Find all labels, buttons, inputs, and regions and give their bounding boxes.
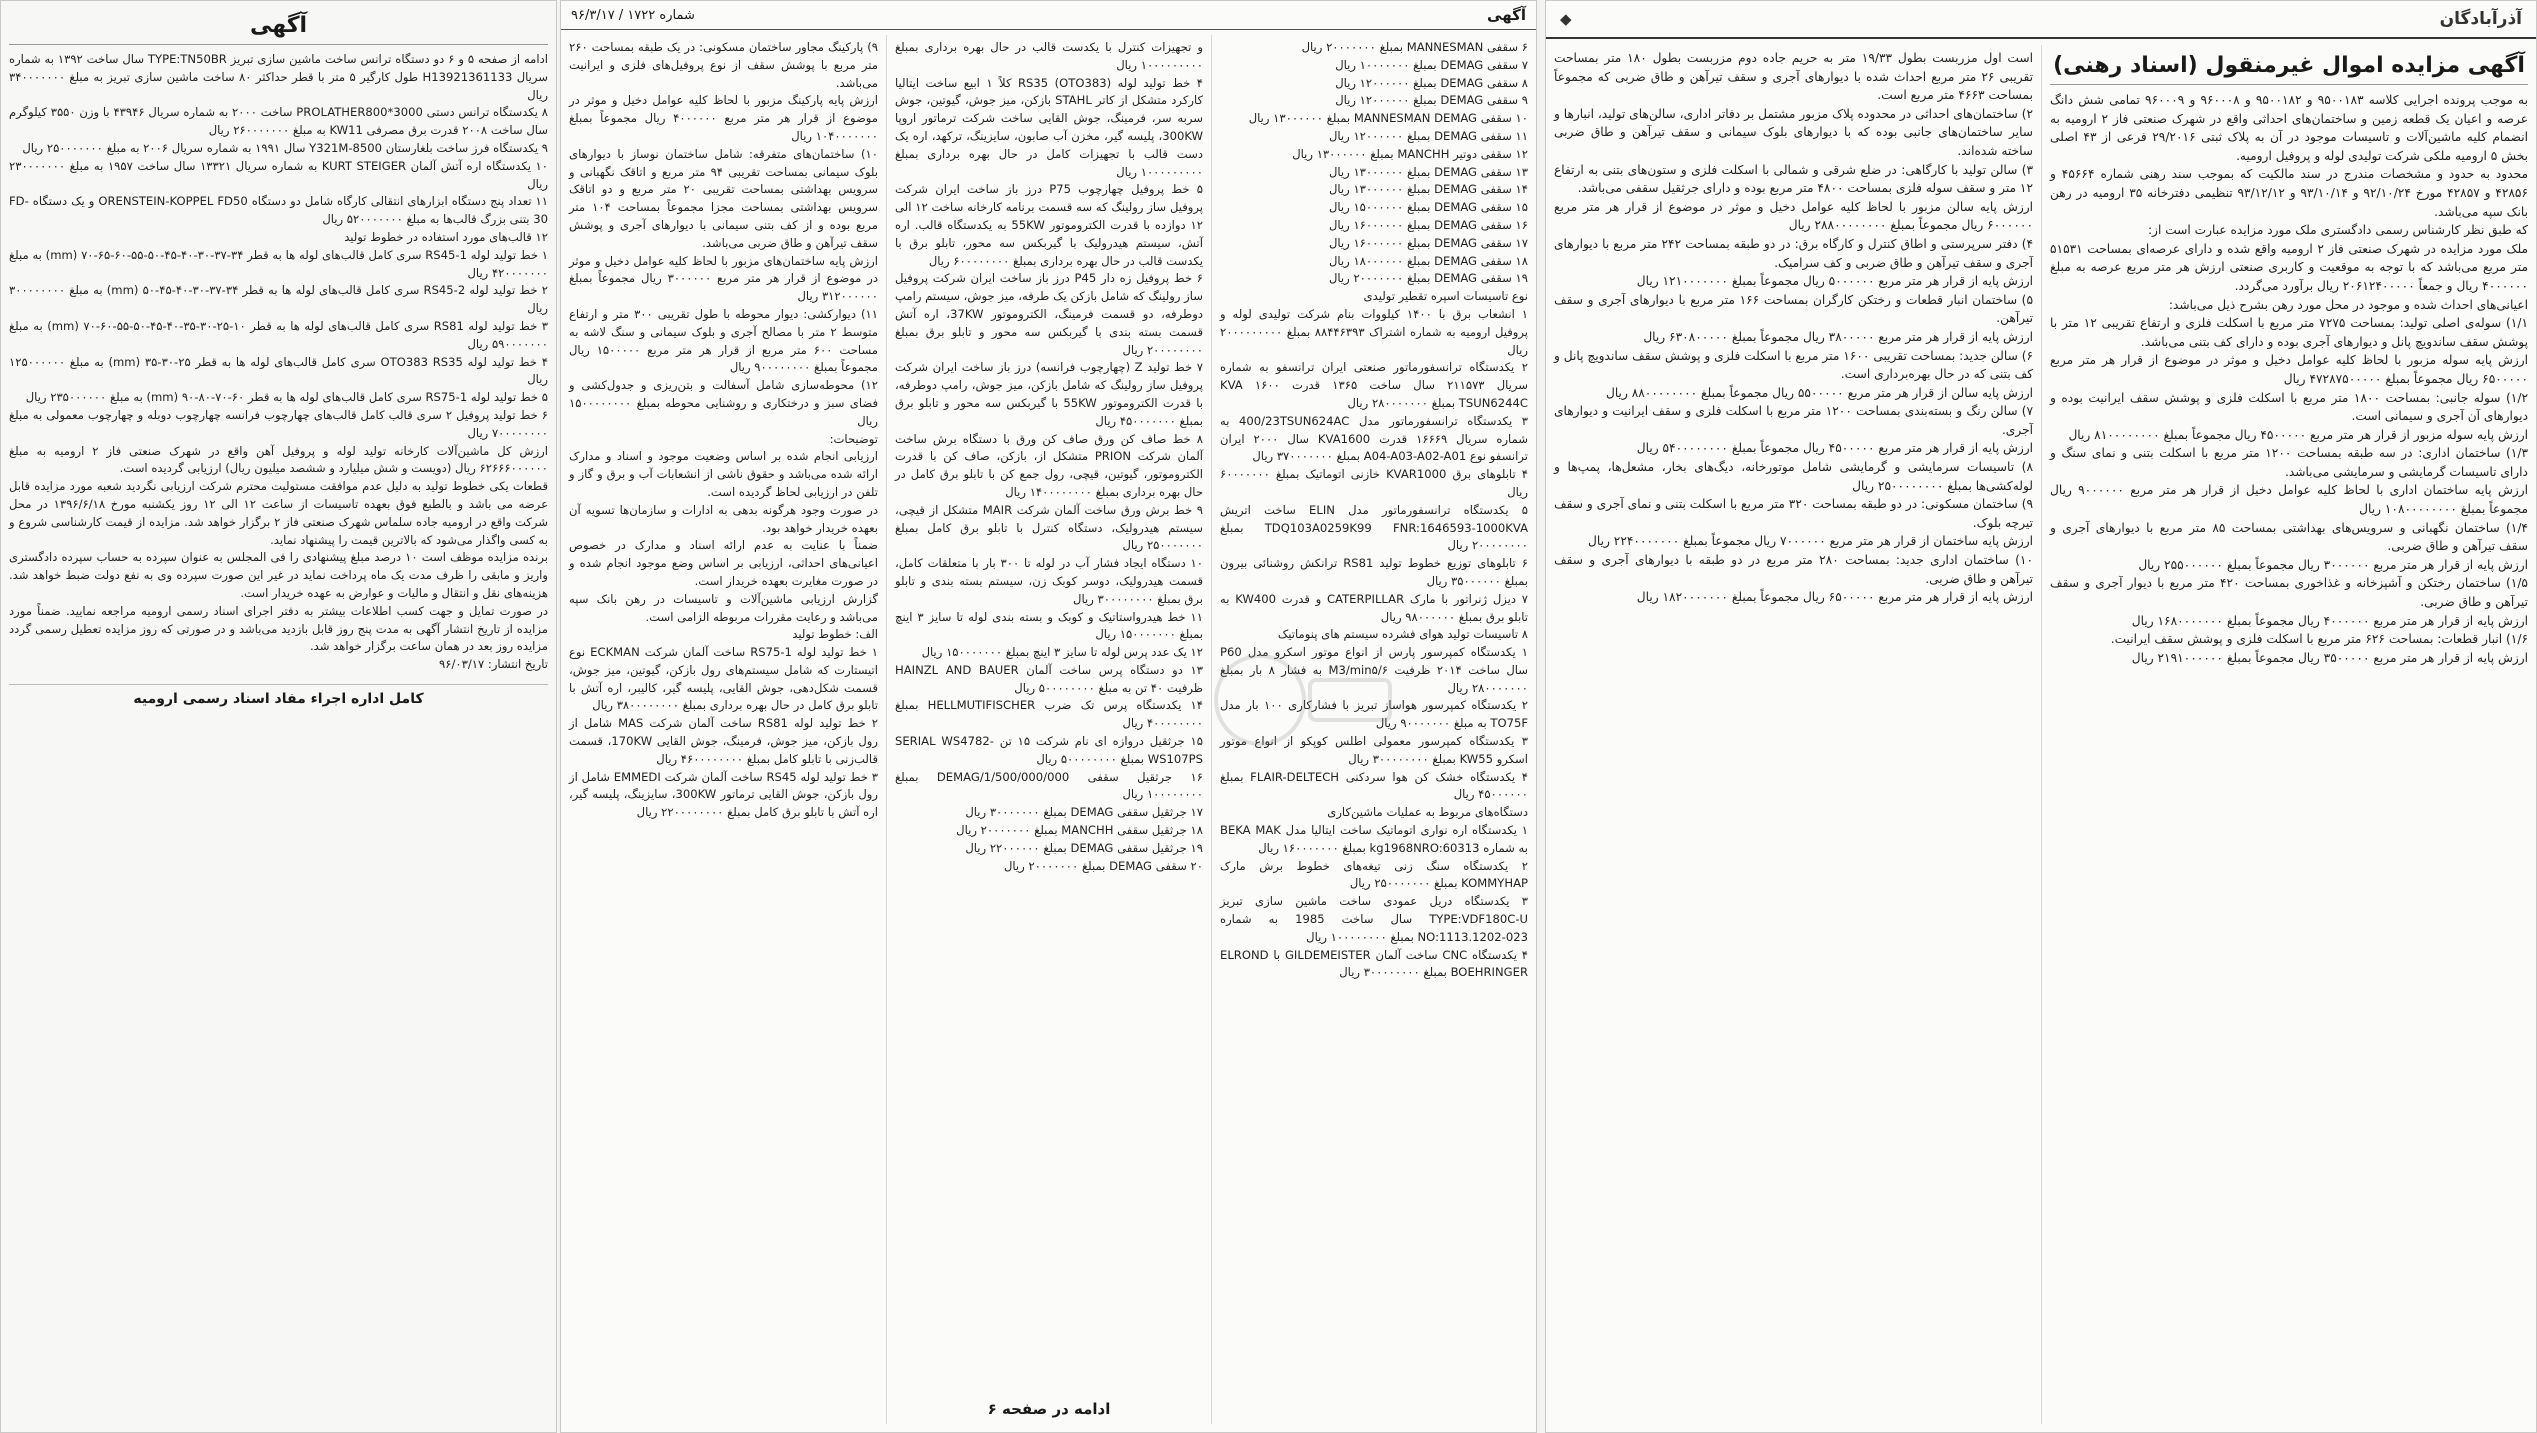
left-page-title: آگهی bbox=[9, 9, 548, 45]
notice-paragraph: ۱۱ خط هیدرواستاتیک و کوبک و بسته بندی لوله تا سایز ۳ اینچ بمبلغ ۱۵۰۰۰۰۰۰۰ ریال bbox=[895, 609, 1203, 642]
notice-paragraph: ۲) ساختمان‌های احداثی در محدوده پلاک مزبور مشتمل بر دفاتر اداری، سالن‌های تولید، انبارها و سایر ساختمان‌های جانبی بوده که با دیوارهای بلوک سیمانی و سقف تیرآهن و طاق ضربی ساخته شده‌اند. bbox=[1554, 106, 2033, 158]
notice-paragraph: ۱۲ سقفی دوتیر MANCHH بمبلغ ۱۳۰۰۰۰۰۰ ریال bbox=[1292, 146, 1528, 161]
left-page bbox=[0, 0, 557, 1433]
notice-paragraph: ۵ یکدستگاه ترانسفورماتور مدل ELIN ساخت اتریش TDQ103A0259K99 FNR:1646593-1000KVA بمبلغ ۲۰۰۰۰۰۰۰۰ ریال bbox=[1220, 502, 1529, 553]
notice-paragraph: ۱۵ جرثقیل دروازه ای نام شرکت ۱۵ تن SERIAL WS4782-WS107PS بمبلغ ۵۰۰۰۰۰۰۰۰ ریال bbox=[895, 734, 1203, 766]
notice-paragraph: و تجهیزات کنترل با یکدست قالب در حال بهره برداری بمبلغ ۱۰۰۰۰۰۰۰۰۰ ریال bbox=[895, 40, 1203, 72]
notice-paragraph: برنده مزایده موظف است ۱۰ درصد مبلغ پیشنهادی را فی المجلس به عنوان سپرده به حساب سپرده دادگستری واریز و مابقی را ظرف مدت یک ماه پرداخت نماید در غیر این صورت سپرده وی به نفع دولت ضبط خواهد شد. هزینه‌های نقل و انتقال و مالیات و عوارض به عهده خریدار است. bbox=[9, 550, 548, 600]
notice-paragraph: ۲ یکدستگاه ترانسفورماتور صنعتی ایران ترانسفو به شماره سریال ۲۱۱۵۷۳ سال ساخت ۱۳۶۵ قدرت KVA ۱۶۰۰ TSUN6244C بمبلغ ۲۸۰۰۰۰۰۰۰ ریال bbox=[1220, 360, 1528, 410]
middle-column-2 bbox=[886, 35, 1211, 1424]
notice-paragraph: ۸ یکدستگاه ترانس دستی PROLATHER800*3000 ساخت ۲۰۰۰ به شماره سریال ۴۳۹۴۶ با وزن ۳۵۵۰ کیلوگرم سال ساخت ۲۰۰۸ قدرت برق مصرفی KW11 به مبلغ ۲۶۰۰۰۰۰۰۰ ریال bbox=[9, 105, 548, 138]
notice-paragraph: در صورت وجود هرگونه بدهی به ادارات و سازمان‌ها تسویه آن بعهده خریدار خواهد بود. bbox=[569, 502, 878, 535]
notice-paragraph: ۳ یکدستگاه ترانسفورماتور مدل 400/23TSUN624AC به شماره سریال ۱۶۶۶۹ قدرت KVA1600 سال ۲۰۰۰ ایران ترانسفو نوع A04-A03-A02-A01 بمبلغ ۳۷۰۰۰۰۰۰۰ ریال bbox=[1220, 413, 1529, 464]
right-page-title: آگهی مزایده اموال غیرمنقول (اسناد رهنی) bbox=[2050, 49, 2528, 85]
notice-paragraph: ارزش پایه سالن از قرار هر متر مربع ۵۵۰۰۰۰۰ ریال مجموعاً بمبلغ ۸۸۰۰۰۰۰۰۰۰ ریال bbox=[1605, 385, 2033, 400]
middle-column-1 bbox=[1211, 35, 1536, 1424]
notice-paragraph: ۱ یکدستگاه کمپرسور پارس از انواع موتور اسکرو مدل P60 سال ساخت ۲۰۱۴ ظرفیت M3/min۵/۶ به فشار ۸ بار بمبلغ ۲۸۰۰۰۰۰۰۰ ریال bbox=[1220, 645, 1529, 695]
notice-paragraph: ارزش پایه از قرار هر متر مربع ۳۸۰۰۰۰۰ ریال مجموعاً بمبلغ ۶۳۰۸۰۰۰۰۰ ریال bbox=[1643, 329, 2033, 344]
notice-paragraph: به موجب پرونده اجرایی کلاسه ۹۵۰۰۱۸۳ و ۹۵۰۰۱۸۲ و ۹۶۰۰۰۸ و ۹۶۰۰۰۹ تمامی شش دانگ عرصه و اعیان یک قطعه زمین و ساختمان‌های احداثی واقع در شهرک صنعتی فاز ۲ ارومیه به انضمام کلیه ماشین‌آلات و تاسیسات موجود در آن به پلاک ثبتی ۲۹/۲۰۱۶ فرعی از ۴۳ اصلی بخش ۵ ارومیه ملکی شرکت تولیدی لوله و پروفیل ارومیه. bbox=[2050, 93, 2528, 163]
middle-column-3-body bbox=[569, 39, 878, 822]
notice-paragraph: ۷) سالن رنگ و بسته‌بندی بمساحت ۱۲۰۰ متر مربع با اسکلت فلزی و سقف ایرانیت و دیوارهای آجری. bbox=[1554, 404, 2033, 437]
notice-paragraph: ۱۷ سقفی DEMAG بمبلغ ۱۶۰۰۰۰۰۰ ریال bbox=[1328, 235, 1528, 250]
notice-paragraph: نوع تاسیسات اسپره تقطیر تولیدی bbox=[1363, 289, 1528, 304]
notice-paragraph: ارزش پایه سوله مزبور با لحاظ کلیه عوامل دخیل و موثر در موضوع از قرار هر متر مربع ۶۵۰۰۰۰۰ ریال مجموعاً بمبلغ ۴۷۲۸۷۵۰۰۰۰۰ ریال bbox=[2050, 353, 2528, 386]
notice-paragraph: ۱۹ سقفی DEMAG بمبلغ ۲۰۰۰۰۰۰۰ ریال bbox=[1328, 271, 1528, 286]
notice-paragraph: ۱/۳) ساختمان اداری: در سه طبقه بمساحت ۱۲۰۰ متر مربع با اسکلت بتنی و نمای سنگ و دارای تاسیسات گرمایشی و سرمایشی می‌باشد. bbox=[2050, 446, 2528, 479]
notice-paragraph: ۴ خط تولید لوله RS35 (OTO383) کلاً ۱ ابیع ساخت ایتالیا کارکرد متشکل از کاتر STAHL بازکن، میز جوش، گیوتین، جوش سربه سر، فرمینگ، جوش القایی ساخت شرکت ترماتور اروپا 300KW، پلیسه گیر، مخزن آب صابون، سایزینگ، ترکهد، اره یک دست قالب با تجهیزات کامل در حال بهره برداری بمبلغ ۱۰۰۰۰۰۰۰۰۰ ریال bbox=[895, 75, 1203, 179]
notice-paragraph: الف: خطوط تولید bbox=[792, 627, 878, 642]
notice-paragraph: ۲ خط تولید لوله RS45-2 سری کامل قالب‌های لوله ها به قطر ۳۴-۳۷-۳۰-۴۰-۴۵-۵۰ (mm) به مبلغ ۳۰۰۰۰۰۰۰۰ ریال bbox=[9, 283, 548, 316]
middle-column-1-body bbox=[1220, 39, 1528, 982]
notice-paragraph: ۳ خط تولید لوله RS45 ساخت آلمان شرکت EMMEDI شامل از رول بازکن، جوش القایی ترماتور 300KW، سایزینگ، پلیسه گیر، اره آتش با تابلو برق کامل بمبلغ ۲۲۰۰۰۰۰۰۰۰ ریال bbox=[569, 769, 878, 820]
notice-paragraph: ارزش پایه سوله مزبور از قرار هر متر مربع ۴۵۰۰۰۰۰ ریال مجموعاً بمبلغ ۸۱۰۰۰۰۰۰۰۰ ریال bbox=[2068, 427, 2528, 442]
notice-paragraph: محدود به حدود و مشخصات مندرج در سند مالکیت که بموجب سند رهنی شماره ۴۵۶۶۴ و ۴۲۸۵۶ و ۴۲۸۵۷ مورخ ۹۲/۱۰/۲۴ و ۹۳/۱۰/۱۴ و ۹۳/۱۲/۱۲ تنظیمی دفترخانه ۳۵ ارومیه در رهن بانک سپه می‌باشد. bbox=[2050, 167, 2529, 219]
notice-paragraph: ۴ تابلوهای برق KVAR1000 خازنی اتوماتیک بمبلغ ۶۰۰۰۰۰۰۰ ریال bbox=[1220, 467, 1528, 499]
notice-paragraph: ارزش کل ماشین‌آلات کارخانه تولید لوله و پروفیل آهن واقع در شهرک صنعتی فاز ۲ ارومیه به مبلغ ۶۲۶۶۶۰۰۰۰۰۰ ریال (دویست و شش میلیارد و ششصد میلیون ریال) ارزیابی گردیده است. bbox=[9, 443, 549, 476]
notice-paragraph: ۱۱ تعداد پنج دستگاه ابزارهای انتقالی کارگاه شامل دو دستگاه ORENSTEIN-KOPPEL FD50 و یک دستگاه FD-30 بتنی بزرگ قالب‌ها به مبلغ ۵۲۰۰۰۰۰۰۰ ریال bbox=[9, 194, 548, 227]
newspaper-brand: آذرآبادگان bbox=[2439, 9, 2522, 29]
notice-paragraph: ۱۰ دستگاه ایجاد فشار آب در لوله تا ۳۰۰ بار با متعلقات کامل، قسمت هیدرولیک، دوسر کوبک زن، سیستم بسته بندی و تابلو برق بمبلغ ۳۰۰۰۰۰۰۰۰ ریال bbox=[895, 556, 1203, 606]
right-page bbox=[1545, 0, 2537, 1433]
notice-paragraph: ۱۸ جرثقیل سقفی MANCHH بمبلغ ۲۰۰۰۰۰۰۰ ریال bbox=[956, 823, 1203, 838]
notice-paragraph: ۱ یکدستگاه اره نواری اتوماتیک ساخت ایتالیا مدل BEKA MAK به شماره kg1968NRO:60313 بمبلغ ۱۶۰۰۰۰۰۰۰ ریال bbox=[1220, 823, 1528, 855]
notice-paragraph: ۱/۴) ساختمان نگهبانی و سرویس‌های بهداشتی بمساحت ۸۵ متر مربع با دیوارهای آجری و سقف تیرآهن و طاق ضربی. bbox=[2050, 520, 2528, 554]
middle-page-header bbox=[561, 1, 1536, 30]
notice-paragraph: ضمناً با عنایت به عدم ارائه اسناد و مدارک در خصوص اعیانی‌های احداثی، ارزیابی بر اساس وضع موجود انجام شده و در صورت مغایرت بعهده خریدار است. bbox=[569, 538, 878, 588]
notice-paragraph: ارزش پایه ساختمان از قرار هر متر مربع ۷۰۰۰۰۰۰ ریال مجموعاً بمبلغ ۲۲۴۰۰۰۰۰۰۰ ریال bbox=[1588, 534, 2033, 549]
notice-paragraph: ارزش پایه پارکینگ مزبور با لحاظ کلیه عوامل دخیل و موثر در موضوع از قرار هر متر مربع ۴۰۰۰۰۰۰ ریال مجموعاً بمبلغ ۱۰۴۰۰۰۰۰۰۰ ریال bbox=[569, 93, 878, 143]
notice-paragraph: ۱۹ جرثقیل سقفی DEMAG بمبلغ ۲۲۰۰۰۰۰۰ ریال bbox=[965, 840, 1203, 855]
notice-paragraph: ۱ خط تولید لوله RS45-1 سری کامل قالب‌های لوله ها به قطر ۳۴-۳۷-۳۰-۴۰-۴۵-۵۰-۵۵-۶۰-۶۵-۷۰ (mm) به مبلغ ۴۲۰۰۰۰۰۰۰ ریال bbox=[9, 247, 548, 280]
notice-paragraph: ۶ سقفی MANNESMAN بمبلغ ۲۰۰۰۰۰۰۰ ریال bbox=[1301, 40, 1528, 54]
notice-paragraph: ارزش پایه از قرار هر متر مربع ۳۰۰۰۰۰۰ ریال مجموعاً بمبلغ ۲۵۵۰۰۰۰۰۰ ریال bbox=[2138, 557, 2528, 572]
notice-paragraph: ۷ سقفی DEMAG بمبلغ ۱۰۰۰۰۰۰۰ ریال bbox=[1335, 57, 1528, 72]
notice-paragraph: در صورت تمایل و جهت کسب اطلاعات بیشتر به دفتر اجرای اسناد رسمی ارومیه مراجعه نمایید. ضمناً مورد مزایده از تاریخ انتشار آگهی به مدت پنج روز قابل بازدید می‌باشد و در صورتی که روز مزایده تعطیل رسمی گردد مزایده روز بعد در همان ساعت برگزار خواهد شد. bbox=[9, 603, 548, 654]
middle-page-title: آگهی bbox=[1487, 6, 1526, 24]
notice-paragraph: ۱۰ یکدستگاه اره آتش آلمان KURT STEIGER به شماره سریال ۱۳۳۲۱ سال ساخت ۱۹۵۷ به مبلغ ۲۳۰۰۰۰۰۰۰ ریال bbox=[9, 158, 548, 191]
notice-paragraph: ملک مورد مزایده در شهرک صنعتی فاز ۲ ارومیه واقع شده و دارای عرصه‌ای بمساحت ۵۱۵۳۱ متر مربع می‌باشد که با توجه به موقعیت و کاربری صنعتی ارزش هر متر مربع عرصه به مبلغ ۴۰۰۰۰۰۰ ریال و جمعاً ۲۰۶۱۲۴۰۰۰۰۰ ریال برآورد می‌گردد. bbox=[2050, 241, 2529, 293]
notice-paragraph: ۱۸ سقفی DEMAG بمبلغ ۱۸۰۰۰۰۰۰ ریال bbox=[1328, 253, 1528, 268]
notice-paragraph: ۴) دفتر سرپرستی و اطاق کنترل و کارگاه برق: در دو طبقه بمساحت ۲۴۲ متر مربع با دیوارهای آجری و سقف تیرآهن و طاق ضربی و کف سرامیک. bbox=[1554, 236, 2033, 270]
continued-note: ادامه در صفحه ۶ bbox=[987, 1400, 1111, 1418]
notice-paragraph: ۹ سقفی DEMAG بمبلغ ۱۲۰۰۰۰۰۰ ریال bbox=[1335, 93, 1528, 108]
notice-paragraph: ۱۳ سقفی DEMAG بمبلغ ۱۳۰۰۰۰۰۰ ریال bbox=[1328, 164, 1528, 179]
notice-paragraph: ارزش پایه سالن مزبور با لحاظ کلیه عوامل دخیل و موثر در موضوع از قرار هر متر مربع ۶۰۰۰۰۰۰ ریال مجموعاً بمبلغ ۲۸۸۰۰۰۰۰۰۰۰ ریال bbox=[1554, 199, 2033, 233]
notice-paragraph: ۱۴ سقفی DEMAG بمبلغ ۱۳۰۰۰۰۰۰ ریال bbox=[1328, 182, 1528, 197]
notice-paragraph: ارزش پایه از قرار هر متر مربع ۴۵۰۰۰۰۰ ریال مجموعاً بمبلغ ۵۴۰۰۰۰۰۰۰۰ ریال bbox=[1636, 441, 2033, 456]
notice-paragraph: اعیانی‌های احداث شده و موجود در محل مورد رهن بشرح ذیل می‌باشد: bbox=[2168, 297, 2528, 312]
notice-paragraph: ۳ خط تولید لوله RS81 سری کامل قالب‌های لوله ها به قطر ۱۰-۲۵-۳۰-۳۵-۴۰-۴۵-۵۰-۵۵-۶۰-۷۰ (mm) به مبلغ ۵۹۰۰۰۰۰۰۰ ریال bbox=[9, 318, 548, 351]
notice-paragraph: ۸ تاسیسات تولید هوای فشرده سیستم های پنوماتیک bbox=[1277, 627, 1528, 642]
notice-paragraph: ۱۴ یکدستگاه پرس تک ضرب HELLMUTIFISCHER بمبلغ ۴۰۰۰۰۰۰۰۰ ریال bbox=[895, 698, 1203, 731]
notice-paragraph: ۱۰ سقفی MANNESMAN DEMAG بمبلغ ۱۳۰۰۰۰۰۰ ریال bbox=[1248, 111, 1528, 126]
notice-paragraph: ارزش پایه از قرار هر متر مربع ۵۰۰۰۰۰۰ ریال مجموعاً بمبلغ ۱۲۱۰۰۰۰۰۰۰ ریال bbox=[1636, 274, 2033, 289]
notice-paragraph: ۱۳ دو دستگاه پرس ساخت آلمان HAINZL AND BAUER ظرفیت ۴۰ تن به مبلغ ۵۰۰۰۰۰۰۰۰ ریال bbox=[895, 662, 1204, 695]
notice-paragraph: تاریخ انتشار: ۹۶/۰۳/۱۷ bbox=[439, 657, 548, 672]
notice-paragraph: ۴ یکدستگاه CNC ساخت آلمان GILDEMEISTER با ELROND BOEHRINGER بمبلغ ۳۰۰۰۰۰۰۰۰ ریال bbox=[1220, 947, 1529, 980]
notice-paragraph: است اول مزربست بطول ۱۹/۳۳ متر به حریم جاده دوم مزربست بطول ۱۸۰ متر بمساحت تقریبی ۲۶ متر مربع احداث شده با دیوارهای آجری و سقف تیرآهن و طاق ضربی که مجموعاً بمساحت ۴۶۶۳ متر مربع است. bbox=[1554, 51, 2033, 103]
notice-paragraph: ۲ یکدستگاه کمپرسور هواساز تبریز با فشارکاری ۱۰۰ بار مدل TO75F به مبلغ ۹۰۰۰۰۰۰۰ ریال bbox=[1220, 698, 1528, 731]
right-page-strip bbox=[1546, 1, 2536, 39]
notice-paragraph: ۱۲ قالب‌های مورد استفاده در خطوط تولید bbox=[344, 229, 548, 244]
strip-rule-icon: ◆ bbox=[1560, 10, 1572, 28]
left-page-signature: کامل اداره اجراء مفاد اسناد رسمی ارومیه bbox=[9, 684, 548, 707]
notice-paragraph: ۹ یکدستگاه فرز ساخت بلغارستان Y321M-8500 سال ۱۹۹۱ به شماره سریال ۲۰۰۶ به مبلغ ۲۵۰۰۰۰۰۰۰ ریال bbox=[22, 140, 548, 155]
notice-paragraph: ادامه از صفحه ۵ و ۶ دو دستگاه ترانس ساخت ماشین سازی تبریز TYPE:TN50BR سال ساخت ۱۳۹۲ به شماره سریال H13921361133 طول کارگیر ۵ متر با قطر حداکثر ۸۰ ساخت ماشین سازی تبریز به مبلغ ۳۴۰۰۰۰۰۰۰ ریال bbox=[9, 52, 549, 102]
notice-paragraph: ۸ خط صاف کن ورق صاف کن ورق با دستگاه برش ساخت آلمان شرکت PRION متشکل از، بازکن، صاف کن با قدرت الکتروموتور، گیوتین، قیچی، رول جمع کن با تابلو برق کامل در حال بهره برداری بمبلغ ۱۴۰۰۰۰۰۰۰۰ ریال bbox=[895, 431, 1204, 499]
notice-paragraph: ۴ خط تولید لوله OTO383 RS35 سری کامل قالب‌های لوله ها به قطر ۲۵-۳۰-۳۵ (mm) به مبلغ ۱۲۵۰۰۰۰۰۰ ریال bbox=[9, 354, 548, 387]
left-page-body bbox=[9, 51, 548, 674]
notice-paragraph: ۶ خط پروفیل زه دار P45 درز باز ساخت ایران شرکت پروفیل ساز رولینگ که شامل بازکن یک طرفه، میز جوش، سیستم رامپ دوطرفه، دو قسمت فرمینگ، الکتروموتور 37KW، اره آتش قسمت بسته بندی با گیربکس سه محور و تابلو برق بمبلغ ۲۰۰۰۰۰۰۰۰ ریال bbox=[895, 271, 1203, 357]
notice-paragraph: ارزیابی انجام شده بر اساس وضعیت موجود و اسناد و مدارک ارائه شده می‌باشد و حقوق ناشی از انشعابات آب و برق و گاز و تلفن در ارزیابی لحاظ گردیده است. bbox=[569, 449, 878, 499]
notice-paragraph: ۸ سقفی DEMAG بمبلغ ۱۲۰۰۰۰۰۰ ریال bbox=[1335, 75, 1528, 90]
notice-paragraph: ۷ دیزل ژنراتور با مارک CATERPILLAR و قدرت KW400 به تابلو برق بمبلغ ۹۸۰۰۰۰۰۰ ریال bbox=[1220, 591, 1529, 624]
notice-paragraph: ۹) ساختمان مسکونی: در دو طبقه بمساحت ۳۲۰ متر مربع با اسکلت بتنی و نمای آجری و سقف تیرچه بلوک. bbox=[1553, 497, 2033, 530]
notice-paragraph: ارزش پایه از قرار هر متر مربع ۶۵۰۰۰۰۰ ریال مجموعاً بمبلغ ۱۸۲۰۰۰۰۰۰۰ ریال bbox=[1636, 590, 2033, 605]
right-column-1 bbox=[2041, 45, 2536, 1424]
notice-paragraph: ۱ انشعاب برق با ۱۴۰۰ کیلووات بنام شرکت تولیدی لوله و پروفیل ارومیه به شماره اشتراک ۸۸۴۴۶۳۹۳ بمبلغ ۲۰۰۰۰۰۰۰۰۰ ریال bbox=[1220, 306, 1529, 357]
notice-paragraph: ۹ خط برش ورق ساخت آلمان شرکت MAIR متشکل از قیچی، سیستم هیدرولیک، دستگاه کنترل با تابلو برق کامل بمبلغ ۲۵۰۰۰۰۰۰۰ ریال bbox=[895, 502, 1203, 553]
notice-paragraph: ۳) سالن تولید با کارگاهی: در ضلع شرقی و شمالی با اسکلت فلزی و ستون‌های بتنی به ارتفاع ۱۲ متر و سقف سوله فلزی بمساحت ۴۸۰۰ متر مربع بوده و دارای جرثقیل سقفی می‌باشد. bbox=[1554, 162, 2033, 196]
notice-paragraph: ۶ تابلوهای توزیع خطوط تولید RS81 ترانکش روشنائی بیرون بمبلغ ۳۵۰۰۰۰۰۰ ریال bbox=[1220, 556, 1528, 588]
notice-paragraph: که طبق نظر کارشناس رسمی دادگستری ملک مورد مزایده عبارت است از: bbox=[2147, 223, 2528, 238]
notice-paragraph: ۵ خط پروفیل چهارچوب P75 درز باز ساخت ایران شرکت پروفیل ساز رولینگ که سه قسمت برنامه کارخانه ساخت ۱۲ الی ۱۲ دوازده با قدرت الکتروموتور 55KW به یکدستگاه قالب. اره آتش، سیستم هیدرولیک با گیربکس سه محور، تابلو برق با یکدست قالب در حال بهره برداری بمبلغ ۶۰۰۰۰۰۰۰۰ ریال bbox=[895, 182, 1204, 268]
notice-paragraph: ۸) تاسیسات سرمایشی و گرمایشی شامل موتورخانه، دیگ‌های بخار، مشعل‌ها، پمپ‌ها و لوله‌کشی‌ها بمبلغ ۲۵۰۰۰۰۰۰۰۰ ریال bbox=[1554, 460, 2033, 493]
notice-paragraph: ۳ یکدستگاه کمپرسور معمولی اطلس کوپکو از انواع موتور اسکرو KW55 بمبلغ ۳۰۰۰۰۰۰۰۰ ریال bbox=[1220, 734, 1528, 766]
notice-paragraph: دستگاه‌های مربوط به عملیات ماشین‌کاری bbox=[1327, 805, 1528, 820]
notice-paragraph: ۲ خط تولید لوله RS81 ساخت آلمان شرکت MAS شامل از رول بازکن، میز جوش، فرمینگ، جوش القایی 170KW، قسمت قالب‌زنی با تابلو کامل بمبلغ ۴۶۰۰۰۰۰۰۰۰ ریال bbox=[569, 716, 878, 766]
notice-paragraph: ۲ یکدستگاه سنگ زنی تیغه‌های خطوط برش مارک KOMMYHAP بمبلغ ۲۵۰۰۰۰۰۰۰ ریال bbox=[1220, 858, 1528, 891]
notice-paragraph: گزارش ارزیابی ماشین‌آلات و تاسیسات در رهن بانک سپه می‌باشد و رعایت مقررات مربوطه الزامی است. bbox=[569, 591, 878, 624]
middle-column-3 bbox=[561, 35, 886, 1424]
notice-paragraph: ۷ خط تولید Z (چهارچوب فرانسه) درز باز ساخت ایران شرکت پروفیل ساز رولینگ که شامل بازکن، میز جوش، رامپ دوطرفه، با قدرت الکتروموتور 55KW با گیربکس سه محور و تابلو برق بمبلغ ۴۵۰۰۰۰۰۰۰ ریال bbox=[895, 360, 1203, 428]
notice-paragraph: ۱۶ سقفی DEMAG بمبلغ ۱۶۰۰۰۰۰۰ ریال bbox=[1328, 217, 1528, 232]
notice-paragraph: ۱۷ جرثقیل سقفی DEMAG بمبلغ ۳۰۰۰۰۰۰۰ ریال bbox=[965, 805, 1203, 820]
notice-paragraph: ارزش پایه ساختمان‌های مزبور با لحاظ کلیه عوامل دخیل و موثر در موضوع از قرار هر متر مربع ۳۰۰۰۰۰۰ ریال مجموعاً بمبلغ ۳۱۲۰۰۰۰۰۰ ریال bbox=[569, 253, 878, 304]
notice-paragraph: ۶) سالن جدید: بمساحت تقریبی ۱۶۰۰ متر مربع با اسکلت فلزی و پوشش سقف ساندویچ پانل و کف بتنی که در حال بهره‌برداری است. bbox=[1554, 348, 2034, 382]
notice-paragraph: ۱ خط تولید لوله RS75-1 ساخت آلمان شرکت ECKMAN نوع اتیستارت که شامل سیستم‌های رول بازکن، گیوتین، میز جوش، قسمت شکل‌دهی، جوش القایی، پلیسه گیر، کالیبر، اره آتش با تابلو برق کامل در حال بهره برداری بمبلغ ۳۸۰۰۰۰۰۰۰۰ ریال bbox=[569, 645, 878, 713]
notice-paragraph: ۹) پارکینگ مجاور ساختمان مسکونی: در یک طبقه بمساحت ۲۶۰ متر مربع با پوشش سقف از نوع پروفیل‌های فلزی و ایرانیت می‌باشد. bbox=[569, 40, 878, 90]
notice-paragraph: ۴ یکدستگاه خشک کن هوا سردکنی FLAIR-DELTECH بمبلغ ۴۵۰۰۰۰۰۰ ریال bbox=[1220, 769, 1528, 802]
middle-column-2-body bbox=[895, 39, 1203, 875]
left-page-column bbox=[1, 5, 556, 1424]
notice-paragraph: توضیحات: bbox=[829, 431, 878, 446]
notice-paragraph: ۱۱) دیوارکشی: دیوار محوطه با طول تقریبی ۳۰۰ متر و ارتفاع متوسط ۲ متر با مصالح آجری و بلوک سیمانی و سنگ لاشه به مساحت ۶۰۰ متر مربع از قرار هر متر مربع ۱۵۰۰۰۰۰ ریال مجموعاً بمبلغ ۹۰۰۰۰۰۰۰۰ ریال bbox=[569, 306, 879, 375]
notice-paragraph: ۵ خط تولید لوله RS75-1 سری کامل قالب‌های لوله ها به قطر ۶۰-۷۰-۸۰-۹۰ (mm) به مبلغ ۲۳۵۰۰۰۰۰۰ ریال bbox=[25, 390, 548, 405]
notice-paragraph: ۲۰ سقفی DEMAG بمبلغ ۲۰۰۰۰۰۰۰ ریال bbox=[1003, 858, 1203, 873]
notice-paragraph: ۱/۵) ساختمان رختکن و آشپزخانه و غذاخوری بمساحت ۴۲۰ متر مربع با دیوار آجری و سقف تیرآهن و طاق ضربی. bbox=[2050, 576, 2528, 610]
notice-paragraph: ۱/۱) سوله‌ی اصلی تولید: بمساحت ۷۲۷۵ متر مربع با اسکلت فلزی و ارتفاع تقریبی ۱۲ متر با پوشش سقف ساندویچ پانل و دیوارهای آجری بوده و دارای کف بتنی می‌باشد. bbox=[2050, 316, 2528, 349]
middle-page bbox=[560, 0, 1537, 1433]
notice-paragraph: ارزش پایه ساختمان اداری با لحاظ کلیه عوامل دخیل از قرار هر متر مربع ۹۰۰۰۰۰۰ ریال مجموعاً بمبلغ ۱۰۸۰۰۰۰۰۰۰۰ ریال bbox=[2050, 483, 2528, 517]
notice-paragraph: ۱۵ سقفی DEMAG بمبلغ ۱۵۰۰۰۰۰۰ ریال bbox=[1328, 200, 1528, 215]
notice-paragraph: ارزش پایه از قرار هر متر مربع ۳۵۰۰۰۰۰ ریال مجموعاً بمبلغ ۲۱۹۱۰۰۰۰۰۰ ریال bbox=[2131, 650, 2528, 665]
notice-paragraph: ۱۰) ساختمان‌های متفرقه: شامل ساختمان نوساز با دیوارهای بلوک سیمانی بمساحت تقریبی ۹۴ متر مربع و اتاقک نگهبانی و سرویس بهداشتی بمساحت تقریبی ۲۰ متر مربع و دو اتاقک سرویس بهداشتی بمساحت مجزا مجموعاً بمساحت ۱۰۴ متر مربع بوده و از کف بتنی سیمانی با دیوارهای آجری و پوشش سقف تیرآهن و طاق ضربی می‌باشد. bbox=[569, 146, 878, 250]
notice-paragraph: ۶ خط تولید پروفیل ۲ سری قالب کامل قالب‌های چهارچوب فرانسه چهارچوب دوبله و چهارچوب معمولی به مبلغ ۷۰۰۰۰۰۰۰۰ ریال bbox=[9, 407, 549, 440]
notice-paragraph: ۱۰) ساختمان اداری جدید: بمساحت ۲۸۰ متر مربع در دو طبقه با دیوارهای آجری و سقف تیرآهن و طاق ضربی. bbox=[1554, 553, 2033, 586]
notice-paragraph: ۱۱ سقفی DEMAG بمبلغ ۱۲۰۰۰۰۰۰ ریال bbox=[1328, 128, 1528, 143]
right-column-1-body bbox=[2050, 91, 2528, 667]
notice-paragraph: ۱۲ یک عدد پرس لوله تا سایز ۳ اینچ بمبلغ ۱۵۰۰۰۰۰۰۰ ریال bbox=[921, 645, 1203, 660]
notice-paragraph: ۱/۲) سوله جانبی: بمساحت ۱۸۰۰ متر مربع با اسکلت فلزی و پوشش سقف ایرانیت بوده و دیوارهای آن آجری و سیمانی است. bbox=[2050, 390, 2528, 424]
notice-paragraph: ۳ یکدستگاه دریل عمودی ساخت ماشین سازی تبریز TYPE:VDF180C-U سال ساخت 1985 به شماره NO:1113.1202-023 بمبلغ ۱۰۰۰۰۰۰۰۰ ریال bbox=[1220, 894, 1528, 944]
notice-paragraph: ۱/۶) انبار قطعات: بمساحت ۶۲۶ متر مربع با اسکلت فلزی و پوشش سقف ایرانیت. bbox=[2110, 632, 2528, 647]
issue-number: شماره ۱۷۲۲ / ۹۶/۳/۱۷ bbox=[571, 7, 695, 23]
right-column-2-body bbox=[1554, 49, 2033, 607]
notice-paragraph: ۱۶ جرثقیل سقفی DEMAG/1/500/000/000 بمبلغ ۱۰۰۰۰۰۰۰۰ ریال bbox=[895, 769, 1203, 802]
notice-paragraph: ارزش پایه از قرار هر متر مربع ۴۰۰۰۰۰۰ ریال مجموعاً بمبلغ ۱۶۸۰۰۰۰۰۰۰ ریال bbox=[2131, 613, 2528, 628]
notice-paragraph: ۵) ساختمان انبار قطعات و رختکن کارگران بمساحت ۱۶۶ متر مربع با دیوارهای آجری و سقف تیرآهن. bbox=[1554, 292, 2033, 326]
notice-paragraph: قطعات یکی خطوط تولید به دلیل عدم موافقت مستولیت محترم شرکت ارزیابی نگردید شعبه مورد مزایده قابل عرضه می باشد و بالطبع فوق بعهده تاسیسات از ساعت ۱۲ الی ۱۲ روز یکشنبه مورخ ۱۳۹۶/۶/۱۸ در محل شرکت واقع در ارومیه جاده سلماس شهرک صنعتی فاز ۲ برگزار خواهد شد. مزایده از قیمت کارشناسی شروع و به کسی واگذار می‌شود که بالاترین قیمت را پیشنهاد نماید. bbox=[9, 479, 548, 547]
right-column-2 bbox=[1546, 45, 2041, 1424]
notice-paragraph: ۱۲) محوطه‌سازی شامل آسفالت و بتن‌ریزی و جدول‌کشی و فضای سبز و درختکاری و روشنایی محوطه بمبلغ ۱۵۰۰۰۰۰۰۰۰ ریال bbox=[569, 378, 878, 428]
